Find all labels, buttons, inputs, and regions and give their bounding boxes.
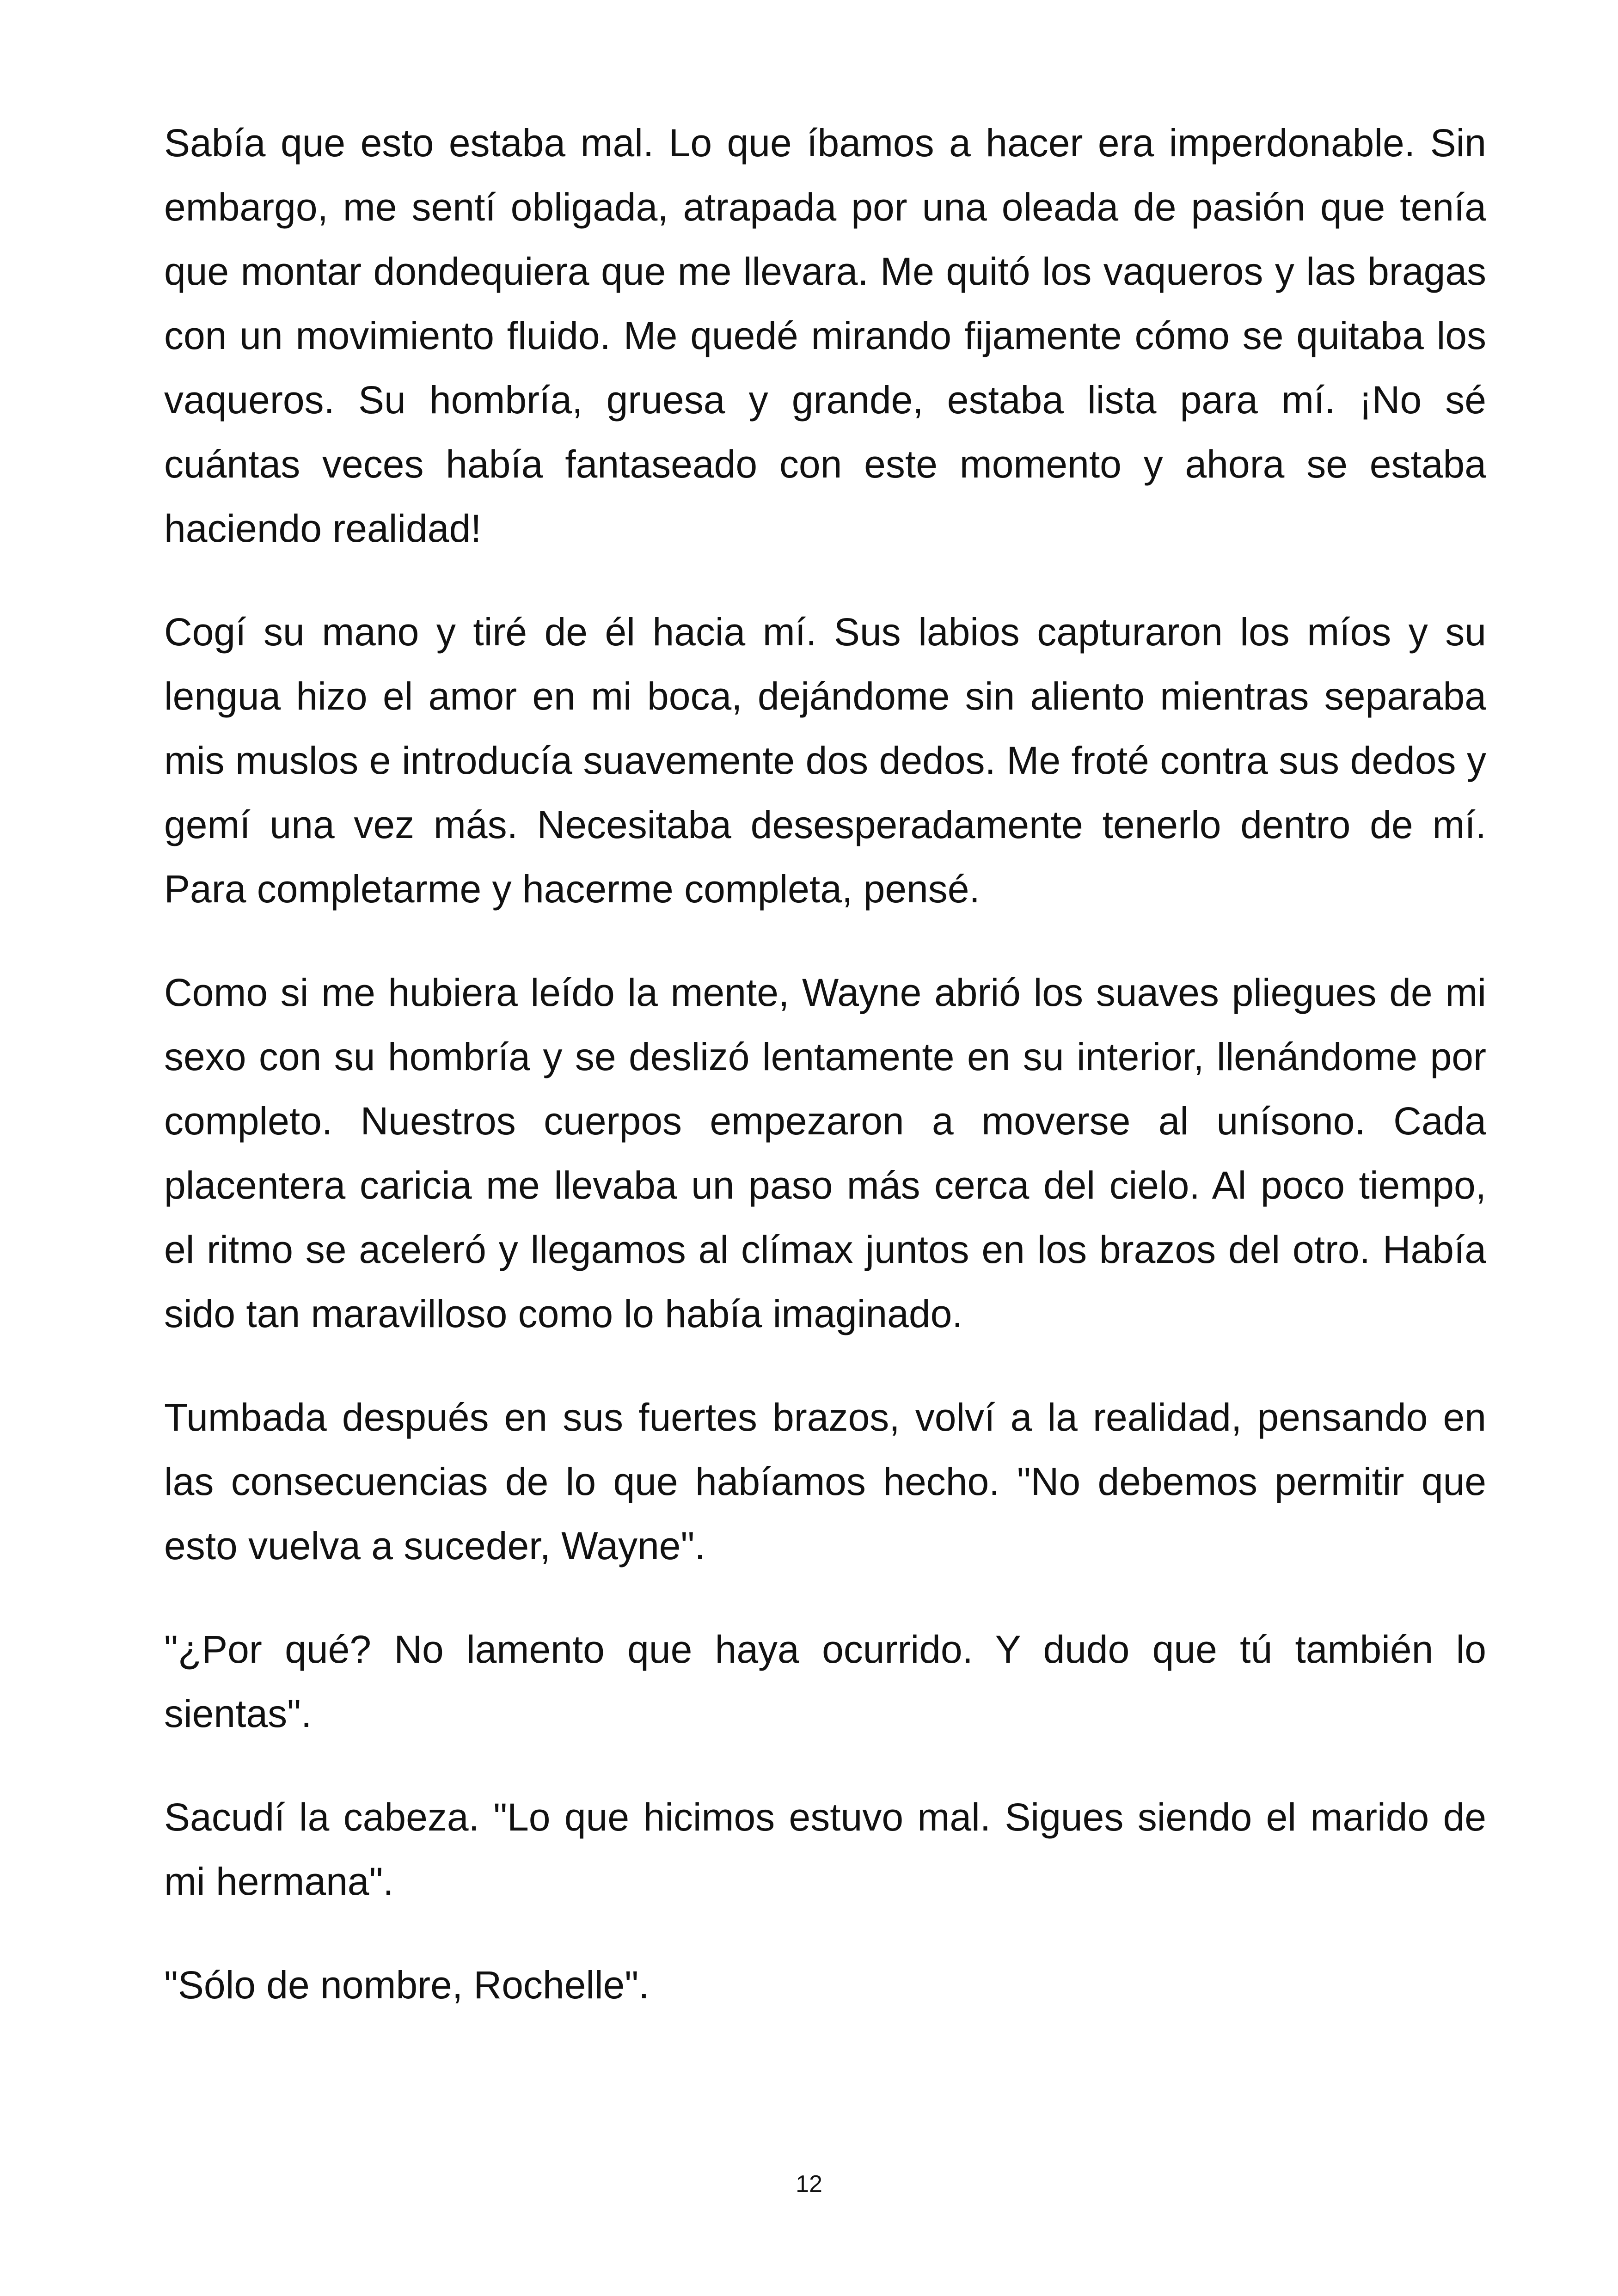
paragraph-3: Como si me hubiera leído la mente, Wayne abrió los suaves pliegues de mi sexo con su hombría y se deslizó lentamente en su interior, llenándome por completo. Nuestros cuerpos empezaron a moverse al unísono. Cada placentera caricia me llevaba un paso más cerca del cielo. Al poco tiempo, el ritmo se aceleró y llegamos al clímax juntos en los brazos del otro. Había sido tan maravilloso como lo había imaginado. <box>164 971 1486 1335</box>
page-number: 12 <box>796 2171 822 2198</box>
paragraph-2: Cogí su mano y tiré de él hacia mí. Sus labios capturaron los míos y su lengua hizo el amor en mi boca, dejándome sin aliento mientras separaba mis muslos e introducía suavemente dos dedos. Me froté contra sus dedos y gemí una vez más. Necesitaba desesperadamente tenerlo dentro de mí. Para completarme y hacerme completa, pensé. <box>164 610 1486 911</box>
paragraph-1: Sabía que esto estaba mal. Lo que íbamos a hacer era imperdonable. Sin embargo, me sentí obligada, atrapada por una oleada de pasión que tenía que montar dondequiera que me llevara. Me quitó los vaqueros y las bragas con un movimiento fluido. Me quedé mirando fijamente cómo se quitaba los vaqueros. Su hombría, gruesa y grande, estaba lista para mí. ¡No sé cuántas veces había fantaseado con este momento y ahora se estaba haciendo realidad! <box>164 121 1486 550</box>
paragraph-5: "¿Por qué? No lamento que haya ocurrido. Y dudo que tú también lo sientas". <box>164 1628 1486 1735</box>
body-text <box>164 111 1486 2057</box>
paragraph-4: Tumbada después en sus fuertes brazos, volví a la realidad, pensando en las consecuencias de lo que habíamos hecho. "No debemos permitir que esto vuelva a suceder, Wayne". <box>164 1396 1486 1567</box>
paragraph-6: Sacudí la cabeza. "Lo que hicimos estuvo mal. Sigues siendo el marido de mi hermana". <box>164 1795 1486 1903</box>
paragraph-7: "Sólo de nombre, Rochelle". <box>164 1963 650 2007</box>
